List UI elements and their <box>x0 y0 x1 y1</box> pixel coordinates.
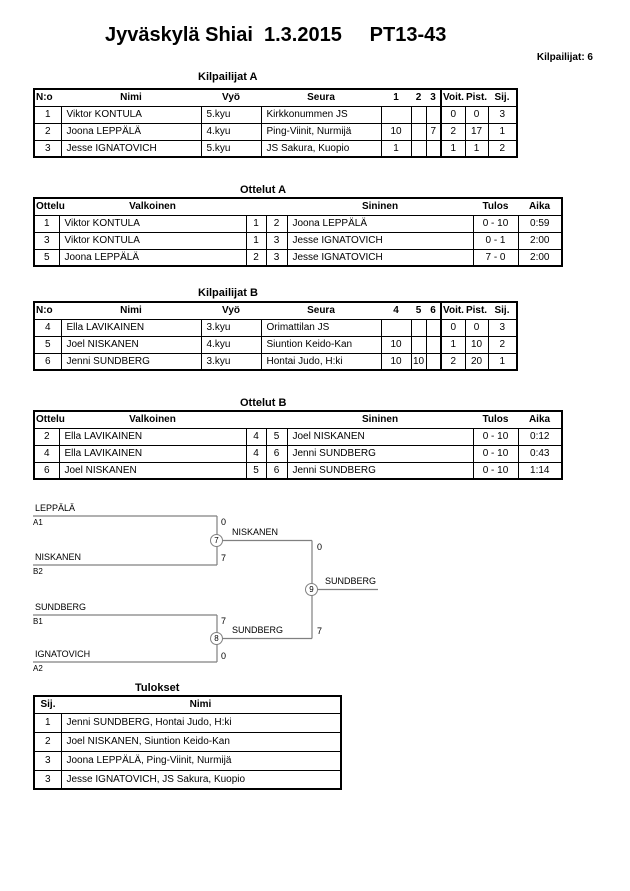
cell: Jesse IGNATOVICH <box>287 249 473 266</box>
table-row <box>34 319 517 336</box>
cell: 3.kyu <box>201 319 261 336</box>
table-header-row <box>34 198 562 215</box>
cell: 0:12 <box>518 428 562 445</box>
col-header <box>246 198 266 215</box>
table-row <box>34 428 562 445</box>
cell: 2 <box>246 249 266 266</box>
col-header: N:o <box>34 302 61 319</box>
col-header <box>266 198 287 215</box>
table-row <box>34 336 517 353</box>
table-row <box>34 445 562 462</box>
elimination-bracket <box>0 500 630 685</box>
cell: Ella LAVIKAINEN <box>59 445 246 462</box>
cell: Joona LEPPÄLÄ, Ping-Viinit, Nurmijä <box>61 751 341 770</box>
cell: 1 <box>34 215 59 232</box>
col-header: Ottelu <box>34 198 59 215</box>
cell <box>411 140 426 157</box>
cell: 5 <box>266 428 287 445</box>
cell <box>426 140 441 157</box>
cell: 0 <box>465 106 488 123</box>
match-number-badge: 9 <box>305 583 318 596</box>
col-header: Sij. <box>488 302 517 319</box>
cell: 20 <box>465 353 488 370</box>
cell: Joel NISKANEN, Siuntion Keido-Kan <box>61 732 341 751</box>
section-title-pool-a: Kilpailijat A <box>198 71 258 83</box>
cell: Jesse IGNATOVICH <box>61 140 201 157</box>
col-header: Nimi <box>61 302 201 319</box>
cell: Ella LAVIKAINEN <box>59 428 246 445</box>
bracket-winner-name: SUNDBERG <box>325 576 377 586</box>
pool-a-table <box>33 88 518 158</box>
cell: 0 - 10 <box>473 462 518 479</box>
table-row <box>34 713 341 732</box>
cell: Orimattilan JS <box>261 319 381 336</box>
table-header-row <box>34 89 517 106</box>
bracket-slot-seed: B1 <box>33 617 43 626</box>
cell: Joona LEPPÄLÄ <box>61 123 201 140</box>
cell: 1 <box>441 140 465 157</box>
cell: 1 <box>246 215 266 232</box>
cell: 3 <box>34 232 59 249</box>
cell: 2:00 <box>518 232 562 249</box>
col-header: 3 <box>426 89 441 106</box>
col-header: Aika <box>518 198 562 215</box>
cell: Viktor KONTULA <box>59 232 246 249</box>
cell: 3 <box>488 106 517 123</box>
cell: Viktor KONTULA <box>61 106 201 123</box>
cell: Jenni SUNDBERG, Hontai Judo, H:ki <box>61 713 341 732</box>
col-header: Pist. <box>465 89 488 106</box>
table-header-row <box>34 696 341 713</box>
cell: 5 <box>34 249 59 266</box>
cell <box>411 106 426 123</box>
cell <box>411 319 426 336</box>
cell: 4 <box>34 445 59 462</box>
bracket-slot-score: 0 <box>221 517 227 527</box>
cell: 3 <box>488 319 517 336</box>
col-header: Nimi <box>61 89 201 106</box>
cell: 4.kyu <box>201 123 261 140</box>
cell: Joona LEPPÄLÄ <box>59 249 246 266</box>
cell <box>426 336 441 353</box>
cell: 0:59 <box>518 215 562 232</box>
bracket-winner-name: NISKANEN <box>232 527 279 537</box>
cell: 4 <box>246 445 266 462</box>
cell: 3 <box>34 770 61 789</box>
cell: Jenni SUNDBERG <box>287 462 473 479</box>
bracket-slot-seed: B2 <box>33 567 43 576</box>
table-row <box>34 770 341 789</box>
cell: 10 <box>381 336 411 353</box>
bracket-slot-score: 7 <box>221 616 227 626</box>
cell: 0 <box>441 106 465 123</box>
matches-a-table <box>33 197 563 267</box>
cell: 5.kyu <box>201 106 261 123</box>
bracket-slot-seed: A1 <box>33 518 43 527</box>
section-title-results: Tulokset <box>135 682 180 694</box>
bracket-winner-score: 0 <box>317 542 323 552</box>
cell: Siuntion Keido-Kan <box>261 336 381 353</box>
cell: 17 <box>465 123 488 140</box>
col-header: Tulos <box>473 198 518 215</box>
matches-b-table <box>33 410 563 480</box>
cell: 10 <box>381 123 411 140</box>
cell: 5.kyu <box>201 140 261 157</box>
cell: Jesse IGNATOVICH, JS Sakura, Kuopio <box>61 770 341 789</box>
bracket-slot-name: SUNDBERG <box>35 602 87 612</box>
col-header: Valkoinen <box>59 411 246 428</box>
cell: 6 <box>34 353 61 370</box>
col-header: Valkoinen <box>59 198 246 215</box>
cell: Viktor KONTULA <box>59 215 246 232</box>
section-title-matches-b: Ottelut B <box>240 397 287 409</box>
cell: Jenni SUNDBERG <box>61 353 201 370</box>
cell <box>411 123 426 140</box>
match-number-badge: 8 <box>210 632 223 645</box>
cell: Kirkkonummen JS <box>261 106 381 123</box>
cell <box>426 353 441 370</box>
match-number-badge: 7 <box>210 534 223 547</box>
cell: Ping-Viinit, Nurmijä <box>261 123 381 140</box>
bracket-winner-score: 7 <box>317 626 323 636</box>
bracket-slot-name: IGNATOVICH <box>35 649 91 659</box>
cell <box>381 106 411 123</box>
table-row <box>34 353 517 370</box>
cell: JS Sakura, Kuopio <box>261 140 381 157</box>
bracket-slot-score: 0 <box>221 651 227 661</box>
cell: 2:00 <box>518 249 562 266</box>
cell: Jesse IGNATOVICH <box>287 232 473 249</box>
cell: 1 <box>34 713 61 732</box>
bracket-slot-seed: A2 <box>33 664 43 673</box>
cell: 5 <box>34 336 61 353</box>
cell: 7 <box>426 123 441 140</box>
cell: 2 <box>488 336 517 353</box>
table-header-row <box>34 411 562 428</box>
col-header: Sininen <box>287 198 473 215</box>
cell: 1 <box>381 140 411 157</box>
cell: Hontai Judo, H:ki <box>261 353 381 370</box>
cell: Joona LEPPÄLÄ <box>287 215 473 232</box>
cell: 2 <box>34 123 61 140</box>
cell: 4 <box>34 319 61 336</box>
bracket-slot-name: NISKANEN <box>35 552 82 562</box>
col-header: 4 <box>381 302 411 319</box>
cell: 1 <box>441 336 465 353</box>
table-row <box>34 106 517 123</box>
cell: 1 <box>465 140 488 157</box>
col-header: Ottelu <box>34 411 59 428</box>
cell: 10 <box>465 336 488 353</box>
col-header: 5 <box>411 302 426 319</box>
cell: 1:14 <box>518 462 562 479</box>
cell: 0 - 10 <box>473 215 518 232</box>
cell: 2 <box>488 140 517 157</box>
col-header: Sij. <box>488 89 517 106</box>
cell: 3.kyu <box>201 353 261 370</box>
col-header: Sininen <box>287 411 473 428</box>
cell <box>426 319 441 336</box>
pool-b-table <box>33 301 518 371</box>
cell: Joel NISKANEN <box>59 462 246 479</box>
cell: Jenni SUNDBERG <box>287 445 473 462</box>
cell: 7 - 0 <box>473 249 518 266</box>
col-header <box>246 411 266 428</box>
competitors-count: Kilpailijat: 6 <box>536 52 593 63</box>
cell: 2 <box>441 353 465 370</box>
col-header: 6 <box>426 302 441 319</box>
table-row <box>34 732 341 751</box>
col-header: Seura <box>261 89 381 106</box>
cell: 0 <box>441 319 465 336</box>
col-header: 2 <box>411 89 426 106</box>
col-header: Vyö <box>201 89 261 106</box>
cell: 0 - 1 <box>473 232 518 249</box>
col-header: N:o <box>34 89 61 106</box>
cell: 10 <box>411 353 426 370</box>
cell: 1 <box>488 123 517 140</box>
col-header: Seura <box>261 302 381 319</box>
cell: 3 <box>34 140 61 157</box>
cell: 6 <box>266 462 287 479</box>
cell: 6 <box>34 462 59 479</box>
col-header: Voit. <box>441 302 465 319</box>
table-row <box>34 232 562 249</box>
cell: 2 <box>34 428 59 445</box>
cell: 6 <box>266 445 287 462</box>
bracket-slot-score: 7 <box>221 553 227 563</box>
cell: 10 <box>381 353 411 370</box>
table-row <box>34 751 341 770</box>
cell: 0 - 10 <box>473 445 518 462</box>
cell: 1 <box>34 106 61 123</box>
cell: 4.kyu <box>201 336 261 353</box>
cell <box>381 319 411 336</box>
col-header <box>266 411 287 428</box>
col-header: Nimi <box>61 696 341 713</box>
section-title-matches-a: Ottelut A <box>240 184 287 196</box>
table-row <box>34 462 562 479</box>
table-header-row <box>34 302 517 319</box>
cell: 2 <box>266 215 287 232</box>
cell: 3 <box>266 232 287 249</box>
col-header: Pist. <box>465 302 488 319</box>
cell: 2 <box>34 732 61 751</box>
col-header: 1 <box>381 89 411 106</box>
cell: 0 <box>465 319 488 336</box>
bracket-winner-name: SUNDBERG <box>232 625 284 635</box>
col-header: Tulos <box>473 411 518 428</box>
col-header: Voit. <box>441 89 465 106</box>
cell: 0:43 <box>518 445 562 462</box>
results-table <box>33 695 342 790</box>
cell <box>426 106 441 123</box>
cell: 0 - 10 <box>473 428 518 445</box>
table-row <box>34 215 562 232</box>
cell: Ella LAVIKAINEN <box>61 319 201 336</box>
section-title-pool-b: Kilpailijat B <box>198 287 258 299</box>
table-row <box>34 123 517 140</box>
cell <box>411 336 426 353</box>
cell: Joel NISKANEN <box>61 336 201 353</box>
cell: 1 <box>246 232 266 249</box>
cell: 3 <box>266 249 287 266</box>
cell: 4 <box>246 428 266 445</box>
cell: 3 <box>34 751 61 770</box>
table-row <box>34 249 562 266</box>
col-header: Sij. <box>34 696 61 713</box>
cell: 1 <box>488 353 517 370</box>
cell: Joel NISKANEN <box>287 428 473 445</box>
bracket-slot-name: LEPPÄLÄ <box>35 503 76 513</box>
cell: 2 <box>441 123 465 140</box>
col-header: Vyö <box>201 302 261 319</box>
table-row <box>34 140 517 157</box>
page-title: Jyväskylä Shiai 1.3.2015 PT13-43 <box>105 24 447 46</box>
col-header: Aika <box>518 411 562 428</box>
cell: 5 <box>246 462 266 479</box>
